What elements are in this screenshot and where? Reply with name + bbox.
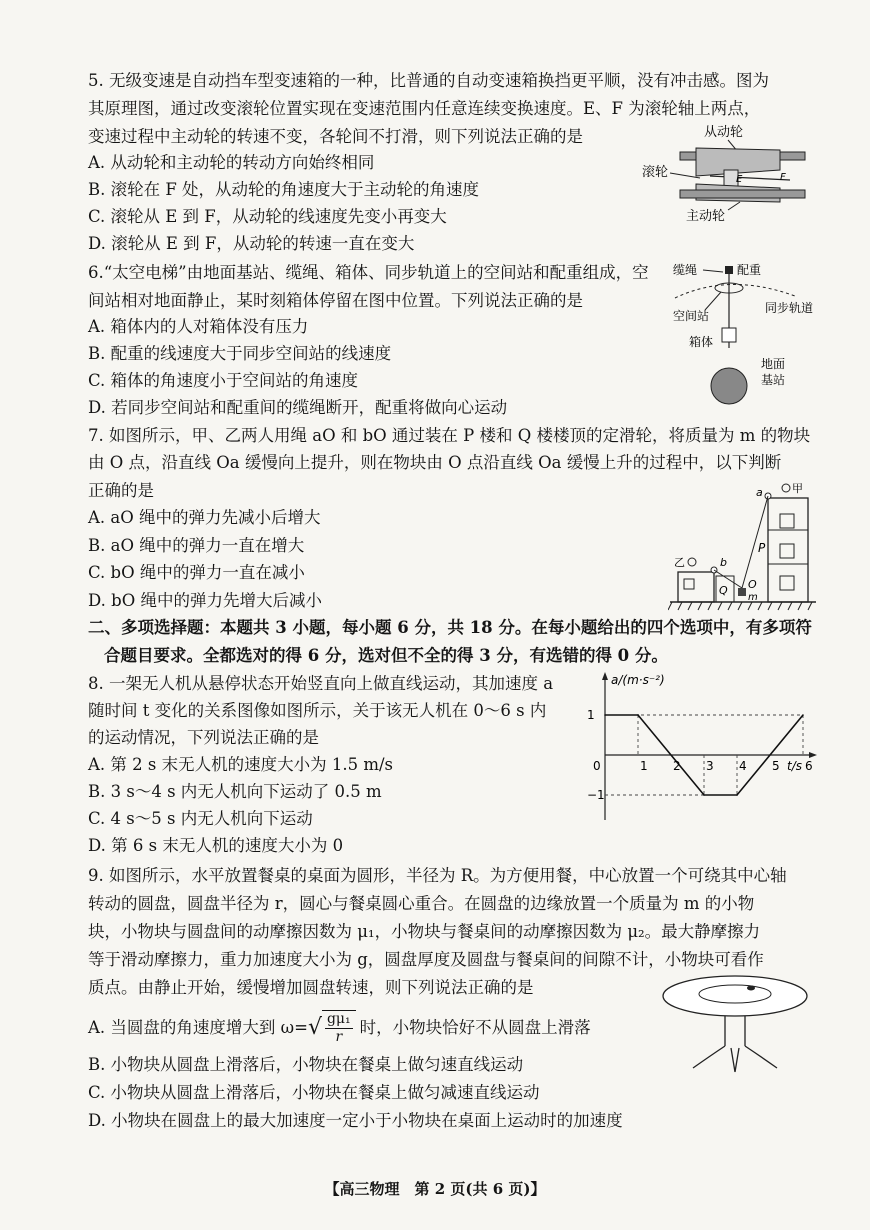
building-q [678, 572, 714, 602]
q9-option-a-suffix: 时，小物块恰好不从圆盘上滑落 [359, 1018, 591, 1037]
pulley-b-label: b [720, 556, 727, 569]
q9-option-d: D. 小物块在圆盘上的最大加速度一定小于小物块在桌面上运动时的加速度 [88, 1111, 623, 1130]
section2-heading-line-1: 二、多项选择题：本题共 3 小题，每小题 6 分，共 18 分。在每小题给出的四个选项中，有多项符 [88, 618, 812, 637]
q7-option-b: B. aO 绳中的弹力一直在增大 [88, 536, 305, 555]
roller-axis [710, 176, 790, 180]
building-p-label: P [758, 541, 766, 555]
x-tick-label-4: 4 [739, 759, 747, 773]
counterweight [725, 266, 733, 274]
cvt-diagram [640, 118, 810, 228]
q8-option-d: D. 第 6 s 末无人机的速度大小为 0 [88, 836, 344, 855]
q9-option-a-prefix: A. 当圆盘的角速度增大到 ω= [88, 1018, 308, 1037]
q5-option-b: B. 滚轮在 F 处，从动轮的角速度大于主动轮的角速度 [88, 180, 480, 199]
x-tick-label-5: 5 [772, 759, 780, 773]
q7-stem-line-1: 7. 如图所示，甲、乙两人用绳 aO 和 bO 通过装在 P 楼和 Q 楼楼顶的定滑轮，将质量为 m 的物块 [88, 426, 811, 445]
table-feet [693, 1046, 777, 1072]
q6-stem-line-2: 间站相对地面静止，某时刻箱体停留在图中位置。下列说法正确的是 [88, 291, 583, 310]
person-yi-label: 乙 [674, 556, 685, 569]
small-block [747, 986, 755, 991]
q6-stem-line-1: 6.“太空电梯”由地面基站、缆绳、箱体、同步轨道上的空间站和配重组成，空 [88, 263, 649, 282]
q9-stem-line-5: 质点。由静止开始，缓慢增加圆盘转速，则下列说法正确的是 [88, 978, 534, 997]
station-label: 空间站 [673, 309, 710, 323]
x-tick-label-1: 1 [640, 759, 648, 773]
point-e-label: E [736, 174, 743, 185]
x-tick-label-3: 3 [706, 759, 714, 773]
earth [711, 368, 747, 404]
q8-stem-line-3: 的运动情况，下列说法正确的是 [88, 728, 319, 747]
x-axis-label: t/s [787, 759, 802, 773]
driver-shaft [680, 190, 805, 198]
q6-option-b: B. 配重的线速度大于同步空间站的线速度 [88, 344, 392, 363]
fraction-denominator: r [335, 1029, 343, 1045]
q6-option-d: D. 若同步空间站和配重间的缆绳断开，配重将做向心运动 [88, 398, 508, 417]
q8-option-c: C. 4 s～5 s 内无人机向下运动 [88, 809, 313, 828]
q5-stem-line-2: 其原理图，通过改变滚轮位置实现在变速范围内任意连续变换速度。E、F 为滚轮轴上两点， [88, 99, 761, 118]
x-tick-label-2: 2 [673, 759, 681, 773]
elevator-box [722, 328, 736, 342]
pulley-a-label: a [756, 486, 763, 499]
y-tick-label-0: 1 [587, 708, 595, 722]
counterweight-label: 配重 [737, 263, 762, 277]
x-tick-label-0: 0 [593, 759, 601, 773]
fraction-numerator: gμ₁ [326, 1011, 351, 1027]
q7-stem-line-3: 正确的是 [88, 481, 154, 500]
dining-table-diagram [655, 968, 815, 1078]
q5-stem-line-3: 变速过程中主动轮的转速不变，各轮间不打滑，则下列说法正确的是 [88, 127, 583, 146]
q8-option-a: A. 第 2 s 末无人机的速度大小为 1.5 m/s [88, 755, 394, 774]
q8-option-b: B. 3 s～4 s 内无人机向下运动了 0.5 m [88, 782, 382, 801]
block-m [738, 588, 746, 596]
data-point-0 [604, 714, 606, 716]
section2-heading-line-2: 合题目要求。全都选对的得 6 分，选对但不全的得 3 分，有选错的得 0 分。 [104, 646, 668, 665]
sqrt-sign: √ [307, 1015, 322, 1040]
point-o-label: O [748, 578, 757, 591]
q5-option-c: C. 滚轮从 E 到 F，从动轮的线速度先变小再变大 [88, 207, 447, 226]
table-leg [725, 1016, 745, 1046]
building-q-label: Q [719, 584, 728, 597]
driver-wheel-label: 主动轮 [686, 209, 726, 224]
mass-m-label: m [748, 592, 758, 603]
base-label-2: 基站 [761, 373, 786, 387]
q8-stem-line-2: 随时间 t 变化的关系图像如图所示，关于该无人机在 0～6 s 内 [88, 701, 547, 720]
x-axis-arrow [809, 752, 817, 758]
base-label-1: 地面 [761, 357, 786, 371]
cable-label: 缆绳 [673, 263, 698, 277]
table-top [663, 976, 807, 1016]
y-tick-label-1: −1 [587, 788, 605, 802]
sqrt-fraction [322, 1010, 356, 1046]
q7-option-d: D. bO 绳中的弹力先增大后减小 [88, 591, 322, 610]
person-jia-label: 甲 [792, 482, 803, 495]
q5-option-d: D. 滚轮从 E 到 F，从动轮的转速一直在变大 [88, 234, 415, 253]
q6-option-a: A. 箱体内的人对箱体没有压力 [88, 317, 309, 336]
q9-stem-line-1: 9. 如图所示，水平放置餐桌的桌面为圆形，半径为 R。为方便用餐，中心放置一个可绕其中心轴 [88, 866, 787, 885]
q9-stem-line-3: 块，小物块与圆盘间的动摩擦因数为 μ₁，小物块与餐桌间的动摩擦因数为 μ₂。最大静摩擦力 [88, 922, 761, 941]
q5-option-a: A. 从动轮和主动轮的转动方向始终相同 [88, 153, 375, 172]
data-point-4 [736, 794, 738, 796]
q7-option-a: A. aO 绳中的弹力先减小后增大 [88, 508, 321, 527]
y-axis-arrow [602, 672, 608, 680]
q7-option-c: C. bO 绳中的弹力一直在减小 [88, 563, 305, 582]
q9-option-c: C. 小物块从圆盘上滑落后，小物块在餐桌上做匀减速直线运动 [88, 1083, 540, 1102]
q6-option-c: C. 箱体的角速度小于空间站的角速度 [88, 371, 359, 390]
data-point-2 [637, 714, 639, 716]
x-tick-label-6: 6 [805, 759, 813, 773]
data-point-3 [703, 794, 705, 796]
sync-orbit [675, 284, 795, 298]
q9-option-b: B. 小物块从圆盘上滑落后，小物块在餐桌上做匀速直线运动 [88, 1055, 524, 1074]
box-label: 箱体 [689, 335, 714, 349]
y-axis-label: a/(m·s⁻²) [611, 673, 665, 687]
q5-stem-line-1: 5. 无级变速是自动挡车型变速箱的一种，比普通的自动变速箱换挡更平顺，没有冲击感。图为 [88, 71, 769, 90]
driven-wheel-label: 从动轮 [704, 125, 744, 140]
q7-stem-line-2: 由 O 点，沿直线 Oa 缓慢向上提升，则在物块由 O 点沿直线 Oa 缓慢上升的过程中，以下判断 [88, 453, 782, 472]
point-f-label: F [780, 172, 786, 183]
q9-option-a [88, 1010, 591, 1046]
orbit-label: 同步轨道 [765, 301, 814, 315]
acceleration-time-chart [585, 670, 820, 825]
page-footer: 【高三物理 第 2 页(共 6 页)】 [324, 1180, 546, 1198]
q8-stem-line-1: 8. 一架无人机从悬停状态开始竖直向上做直线运动，其加速度 a [88, 674, 554, 693]
space-elevator-diagram [665, 256, 825, 416]
roller-label: 滚轮 [642, 165, 669, 180]
q9-stem-line-2: 转动的圆盘，圆盘半径为 r，圆心与餐桌圆心重合。在圆盘的边缘放置一个质量为 m 的小物 [88, 894, 755, 913]
pulley-buildings-diagram [668, 480, 818, 615]
q9-stem-line-4: 等于滑动摩擦力，重力加速度大小为 g，圆盘厚度及圆盘与餐桌间的间隙不计，小物块可看作 [88, 950, 764, 969]
data-point-5 [802, 714, 804, 716]
